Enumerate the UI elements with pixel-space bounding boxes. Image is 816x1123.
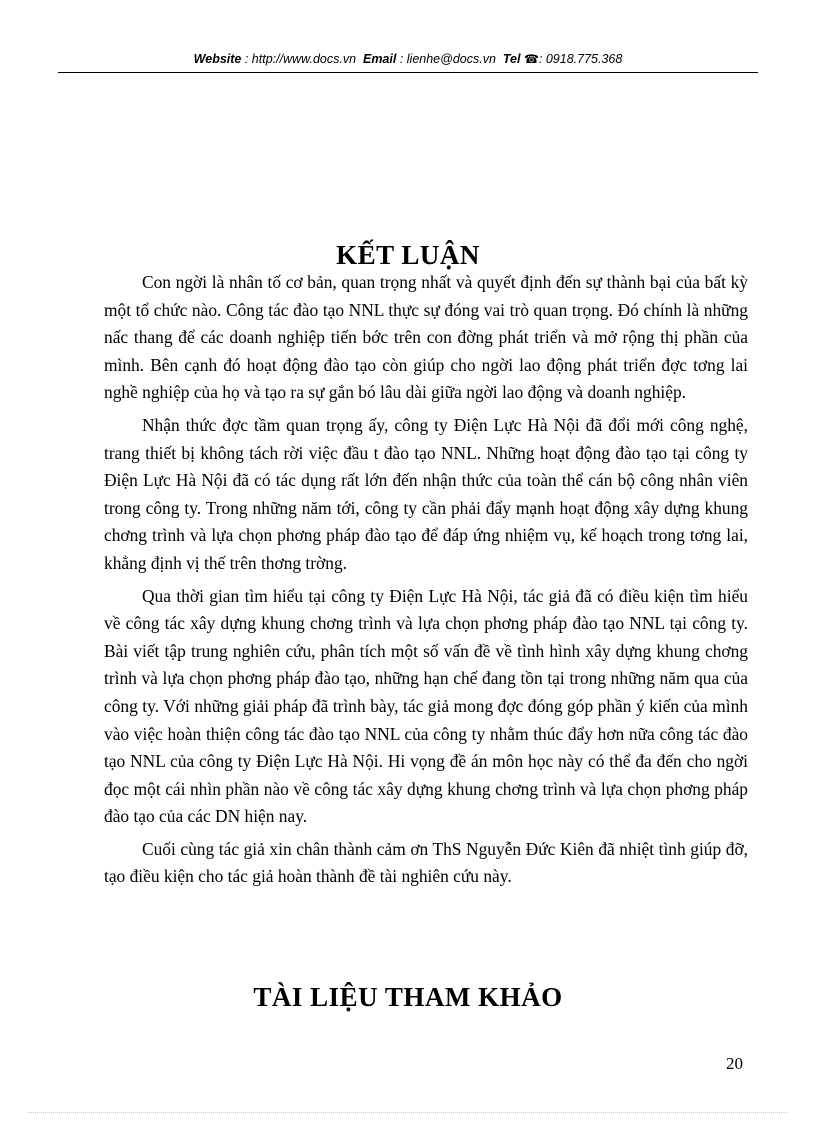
phone-icon: ☎ [523, 52, 539, 66]
email-label: Email [362, 52, 397, 66]
page-number: 20 [726, 1054, 743, 1073]
page-header [0, 52, 816, 66]
references-title: TÀI LIỆU THAM KHẢO [253, 982, 563, 1012]
conclusion-body [104, 269, 748, 896]
email-address[interactable]: : lienhe@docs.vn [399, 52, 496, 66]
tel-number: : 0918.775.368 [538, 52, 623, 66]
paragraph: Nhận thức đợc tầm quan trọng ấy, công ty Điện Lực Hà Nội đã đổi mới công nghệ, trang thiết bị không tách rời việc đầu t đào tạo NNL. Những hoạt động đào tạo tại công ty Điện Lực Hà Nội đã có tác dụng rất lớn đến nhận thức của toàn thể cán bộ công nhân viên trong công ty. Trong những năm tới, công ty cần phải đẩy mạnh hoạt động xây dựng khung chơng trình và lựa chọn phơng pháp đào tạo để đáp ứng nhiệm vụ, kế hoạch trong tơng lai, khẳng định vị thế trên thơng trờng. [104, 414, 748, 573]
paragraph: Cuối cùng tác giả xin chân thành cảm ơn ThS Nguyễn Đức Kiên đã nhiệt tình giúp đỡ, tạo điều kiện cho tác giả hoàn thành đề tài nghiên cứu này. [104, 838, 748, 887]
website-label: Website [193, 52, 242, 66]
conclusion-title: KẾT LUẬN [336, 240, 480, 270]
tel-label: Tel [502, 52, 521, 66]
header-divider [58, 72, 758, 73]
paragraph: Con ngời là nhân tố cơ bản, quan trọng nhất và quyết định đến sự thành bại của bất kỳ một tổ chức nào. Công tác đào tạo NNL thực sự đóng vai trò quan trọng. Đó chính là những nấc thang để các doanh nghiệp tiến bớc trên con đờng phát triển và mở rộng thị phần của mình. Bên cạnh đó hoạt động đào tạo còn giúp cho ngời lao động phát triển đợc tơng lai nghề nghiệp của họ và tạo ra sự gắn bó lâu dài giữa ngời lao động và doanh nghiệp. [104, 272, 748, 403]
footer-divider [28, 1112, 788, 1113]
paragraph: Qua thời gian tìm hiểu tại công ty Điện Lực Hà Nội, tác giả đã có điều kiện tìm hiểu về công tác xây dựng khung chơng trình và lựa chọn phơng pháp đào tạo NNL tại công ty. Bài viết tập trung nghiên cứu, phân tích một số vấn đề về tình hình xây dựng khung chơng trình và lựa chọn phơng pháp đào tạo, những hạn chế đang tồn tại trong những năm qua của công ty. Với những giải pháp đã trình bày, tác giả mong đợc đóng góp phần ý kiến của mình vào việc hoàn thiện công tác đào tạo NNL của công ty nhằm thúc đẩy hơn nữa công tác đào tạo NNL của công ty Điện Lực Hà Nội. Hi vọng đề án môn học này có thể đa đến cho ngời đọc một cái nhìn phần nào về công tác xây dựng khung chơng trình và lựa chọn phơng pháp đào tạo của các DN hiện nay. [104, 585, 748, 827]
website-url[interactable]: : http://www.docs.vn [244, 52, 357, 66]
